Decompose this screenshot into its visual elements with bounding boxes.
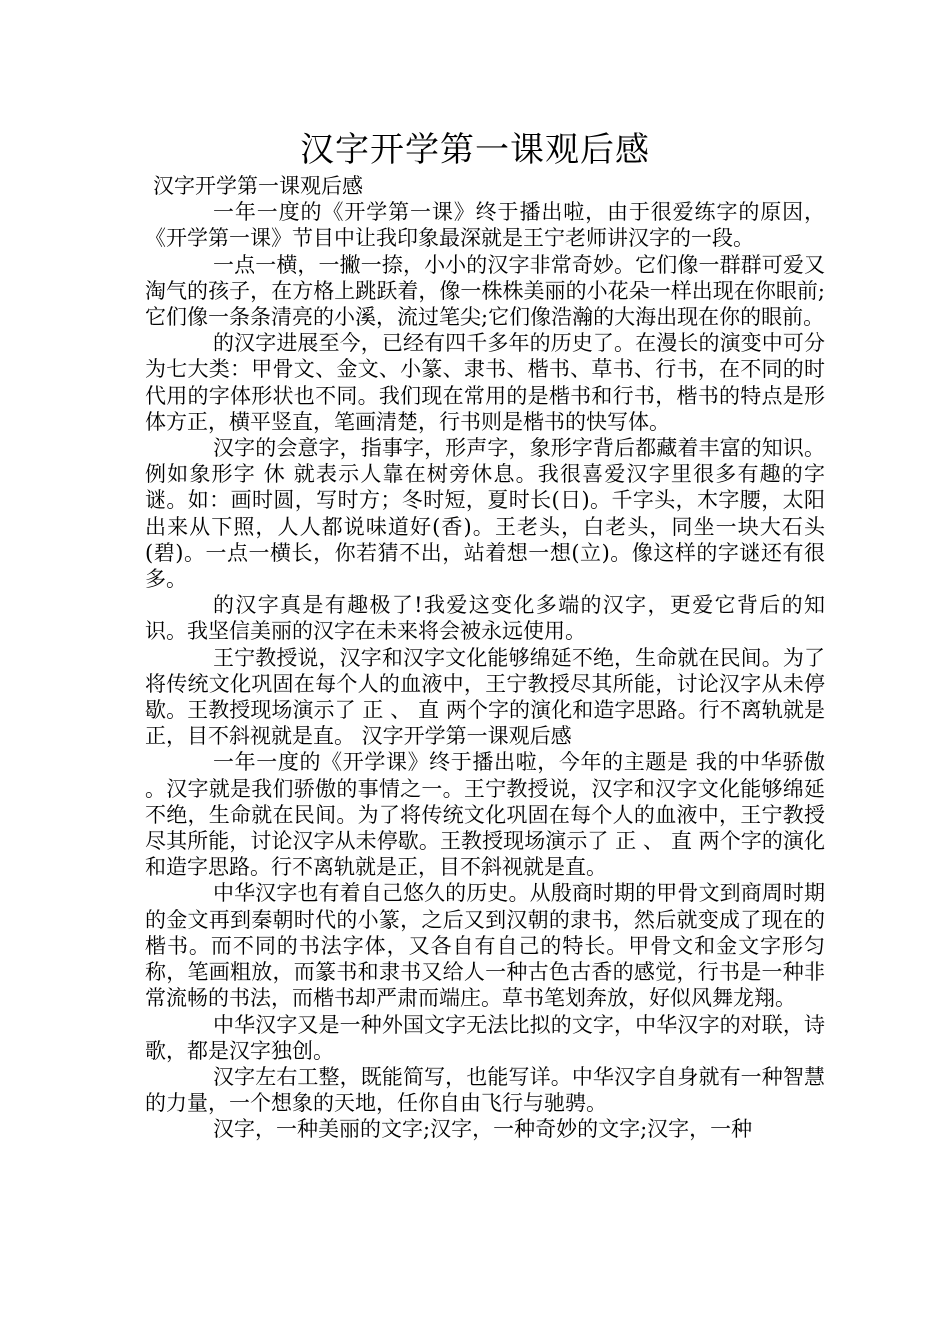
paragraph: 一年一度的《开学第一课》终于播出啦，由于很爱练字的原因，《开学第一课》节目中让我印象最深就是王宁老师讲汉字的一段。 <box>145 200 825 251</box>
document-title: 汉字开学第一课观后感 <box>300 130 650 170</box>
paragraph: 中华汉字也有着自己悠久的历史。从殷商时期的甲骨文到商周时期的金文再到秦朝时代的小篆，之后又到汉朝的隶书，然后就变成了现在的楷书。而不同的书法字体，又各自有自己的特长。甲骨文和金文字形匀称，笔画粗放，而篆书和隶书又给人一种古色古香的感觉，行书是一种非常流畅的书法，而楷书却严肃而端庄。草书笔划奔放，好似风舞龙翔。 <box>145 881 825 1011</box>
paragraph: 汉字，一种美丽的文字;汉字，一种奇妙的文字;汉字，一种 <box>213 1117 753 1142</box>
document-subtitle: 汉字开学第一课观后感 <box>153 174 363 198</box>
paragraph: 中华汉字又是一种外国文字无法比拟的文字，中华汉字的对联，诗歌，都是汉字独创。 <box>145 1012 825 1063</box>
paragraph: 一点一横，一撇一捺，小小的汉字非常奇妙。它们像一群群可爱又淘气的孩子，在方格上跳跃着，像一株株美丽的小花朵一样出现在你眼前;它们像一条条清亮的小溪，流过笔尖;它们像浩瀚的大海出现在你的眼前。 <box>145 252 825 330</box>
paragraph: 一年一度的《开学课》终于播出啦，今年的主题是 我的中华骄傲 。汉字就是我们骄傲的事情之一。王宁教授说，汉字和汉字文化能够绵延不绝，生命就在民间。为了将传统文化巩固在每个人的血液中，王宁教授尽其所能，讨论汉字从未停歇。王教授现场演示了 正 、 直 两个字的演化和造字思路。行不离轨就是正，目不斜视就是直。 <box>145 750 825 880</box>
paragraph: 的汉字进展至今，已经有四千多年的历史了。在漫长的演变中可分为七大类：甲骨文、金文、小篆、隶书、楷书、草书、行书，在不同的时代用的字体形状也不同。我们现在常用的是楷书和行书，楷书的特点是形体方正，横平竖直，笔画清楚，行书则是楷书的快写体。 <box>145 331 825 434</box>
document-body <box>145 173 825 1143</box>
paragraph: 的汉字真是有趣极了!我爱这变化多端的汉字，更爱它背后的知识。我坚信美丽的汉字在未来将会被永远使用。 <box>145 593 825 644</box>
paragraph: 王宁教授说，汉字和汉字文化能够绵延不绝，生命就在民间。为了将传统文化巩固在每个人的血液中，王宁教授尽其所能，讨论汉字从未停歇。王教授现场演示了 正 、 直 两个字的演化和造字思路。行不离轨就是正，目不斜视就是直。 汉字开学第一课观后感 <box>145 645 825 749</box>
paragraph: 汉字左右工整，既能简写，也能写详。中华汉字自身就有一种智慧的力量，一个想象的天地，任你自由飞行与驰骋。 <box>145 1064 825 1116</box>
paragraph: 汉字的会意字，指事字，形声字，象形字背后都藏着丰富的知识。例如象形字 休 就表示人靠在树旁休息。我很喜爱汉字里很多有趣的字谜。如：画时圆，写时方；冬时短，夏时长(日)。千字头，木字腰，太阳出来从下照，人人都说味道好(香)。王老头，白老头，同坐一块大石头(碧)。一点一横长，你若猜不出，站着想一想(立)。像这样的字谜还有很多。 <box>145 436 825 592</box>
